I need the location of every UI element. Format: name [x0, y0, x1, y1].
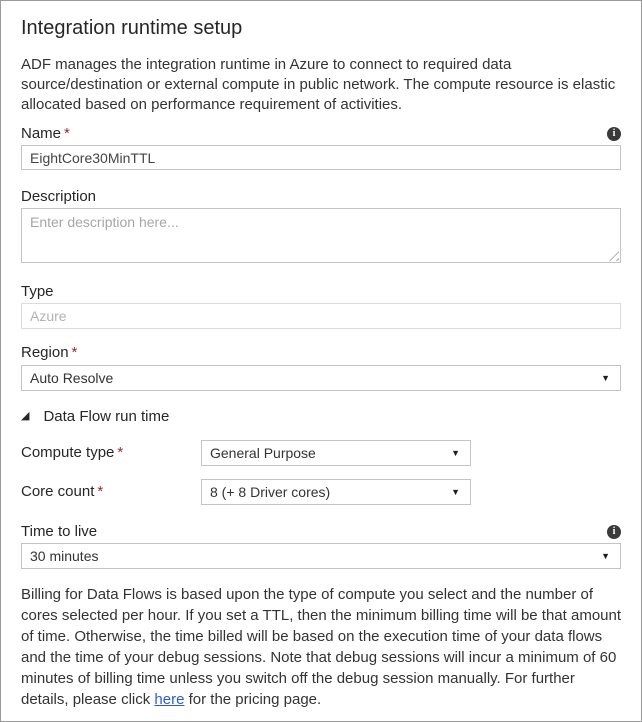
core-count-label-group [21, 483, 201, 501]
name-input[interactable] [21, 145, 621, 170]
compute-type-label: Compute type [21, 444, 115, 461]
description-label: Description [21, 188, 97, 205]
core-count-label: Core count [21, 483, 95, 500]
pricing-page-link[interactable]: here [154, 691, 185, 708]
region-label: Region [21, 344, 69, 361]
name-label: Name [21, 125, 62, 142]
type-label: Type [21, 283, 54, 300]
dataflow-runtime-section-header[interactable] [21, 408, 621, 425]
expander-icon: ◢ [21, 410, 30, 422]
chevron-down-icon: ▼ [601, 372, 610, 383]
ttl-label: Time to live [21, 523, 98, 540]
ttl-dropdown-value: 30 minutes [30, 548, 99, 564]
description-textarea[interactable] [21, 208, 621, 263]
name-label-group [21, 125, 70, 143]
page-title: Integration runtime setup [21, 17, 243, 39]
name-label-row [21, 125, 621, 143]
chevron-down-icon: ▼ [601, 550, 610, 561]
region-label-group [21, 344, 77, 362]
region-dropdown-value: Auto Resolve [30, 370, 114, 386]
ttl-label-row [21, 523, 621, 540]
ttl-info-icon[interactable]: i [607, 525, 621, 539]
core-count-dropdown[interactable] [201, 479, 471, 505]
billing-note [21, 584, 621, 710]
dataflow-runtime-section-title: Data Flow run time [43, 408, 170, 425]
intro-description: ADF manages the integration runtime in Azure to connect to required data source/destination or external compute in public network. The compute resource is elastic allocated based on performance requirement of activities. [21, 56, 616, 113]
compute-type-required-mark: * [117, 444, 124, 461]
chevron-down-icon: ▼ [451, 447, 460, 458]
ttl-dropdown[interactable] [21, 543, 621, 569]
core-count-row [21, 479, 621, 505]
core-count-required-mark: * [97, 483, 104, 500]
compute-type-label-group [21, 444, 201, 462]
type-input [21, 303, 621, 329]
billing-text-after-link: for the pricing page. [184, 691, 322, 708]
description-textarea-wrap [21, 208, 621, 263]
type-label-row [21, 283, 621, 300]
core-count-dropdown-value: 8 (+ 8 Driver cores) [210, 484, 331, 500]
name-info-icon[interactable]: i [607, 127, 621, 141]
description-label-row [21, 188, 621, 205]
compute-type-dropdown-value: General Purpose [210, 445, 316, 461]
region-dropdown[interactable] [21, 365, 621, 391]
name-required-mark: * [64, 125, 70, 142]
region-required-mark: * [71, 344, 78, 361]
compute-type-row [21, 440, 621, 466]
billing-text-before-link: Billing for Data Flows is based upon the type of compute you select and the number of cores selected per hour. If you set a TTL, then the minimum billing time will be that amount of time. Otherwise, the time billed will be based on the execution time of your data flows and the time of your debug sessions. Note that debug sessions will incur a minimum of 60 minutes of billing time unless you switch off the debug session manually. For further details, please click [21, 586, 622, 708]
compute-type-dropdown[interactable] [201, 440, 471, 466]
chevron-down-icon: ▼ [451, 486, 460, 497]
region-label-row [21, 344, 621, 362]
